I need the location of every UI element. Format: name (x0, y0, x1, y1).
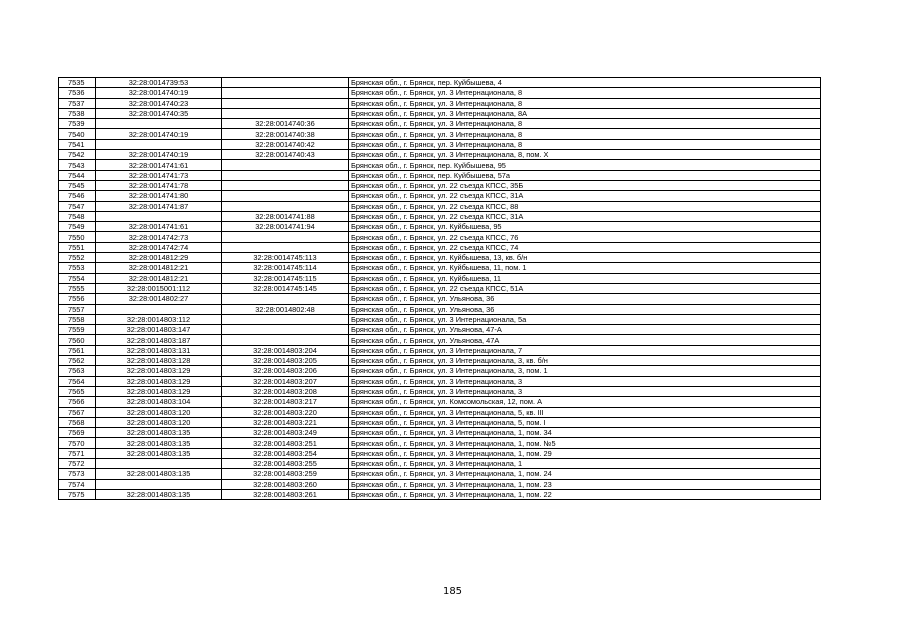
cadastral-number-cell: 32:28:0014741:73 (96, 170, 222, 180)
table-row (59, 489, 821, 499)
table-row (59, 397, 821, 407)
cadastral-number-cell: 32:28:0014740:19 (96, 129, 222, 139)
cadastral-number-cell: 32:28:0014803:135 (96, 448, 222, 458)
building-cadastral-number-cell (222, 232, 349, 242)
row-number-cell: 7545 (59, 180, 96, 190)
building-cadastral-number-cell: 32:28:0014740:36 (222, 119, 349, 129)
table-row (59, 78, 821, 88)
address-cell: Брянская обл., г. Брянск, ул. 22 съезда КПСС, 51А (349, 283, 821, 293)
row-number-cell: 7537 (59, 98, 96, 108)
cadastral-number-cell: 32:28:0014742:73 (96, 232, 222, 242)
address-cell: Брянская обл., г. Брянск, ул. 3 Интернационала, 8, пом. X (349, 150, 821, 160)
cadastral-number-cell: 32:28:0015001:112 (96, 283, 222, 293)
building-cadastral-number-cell (222, 170, 349, 180)
page-number: 185 (442, 586, 463, 597)
cadastral-number-cell (96, 211, 222, 221)
cadastral-table (58, 77, 821, 500)
table-row (59, 129, 821, 139)
building-cadastral-number-cell: 32:28:0014740:38 (222, 129, 349, 139)
cadastral-number-cell: 32:28:0014803:129 (96, 366, 222, 376)
table-row (59, 407, 821, 417)
address-cell: Брянская обл., г. Брянск, пер. Куйбышева, 4 (349, 78, 821, 88)
address-cell: Брянская обл., г. Брянск, ул. Ульянова, 47А (349, 335, 821, 345)
cadastral-number-cell (96, 479, 222, 489)
table-row (59, 273, 821, 283)
cadastral-number-cell: 32:28:0014803:112 (96, 314, 222, 324)
table-row (59, 345, 821, 355)
row-number-cell: 7551 (59, 242, 96, 252)
cadastral-number-cell: 32:28:0014812:21 (96, 263, 222, 273)
table-row (59, 356, 821, 366)
building-cadastral-number-cell (222, 160, 349, 170)
cadastral-number-cell: 32:28:0014803:128 (96, 356, 222, 366)
table-row (59, 376, 821, 386)
building-cadastral-number-cell: 32:28:0014803:255 (222, 458, 349, 468)
cadastral-number-cell: 32:28:0014803:131 (96, 345, 222, 355)
cadastral-number-cell: 32:28:0014803:135 (96, 489, 222, 499)
table-row (59, 139, 821, 149)
table-row (59, 88, 821, 98)
building-cadastral-number-cell (222, 325, 349, 335)
building-cadastral-number-cell: 32:28:0014803:205 (222, 356, 349, 366)
building-cadastral-number-cell (222, 78, 349, 88)
building-cadastral-number-cell: 32:28:0014803:249 (222, 428, 349, 438)
table-row (59, 253, 821, 263)
building-cadastral-number-cell: 32:28:0014803:221 (222, 417, 349, 427)
address-cell: Брянская обл., г. Брянск, ул. Куйбышева, 13, кв. б/н (349, 253, 821, 263)
cadastral-number-cell: 32:28:0014812:29 (96, 253, 222, 263)
row-number-cell: 7546 (59, 191, 96, 201)
row-number-cell: 7550 (59, 232, 96, 242)
building-cadastral-number-cell: 32:28:0014741:94 (222, 222, 349, 232)
cadastral-number-cell: 32:28:0014742:74 (96, 242, 222, 252)
table-row (59, 479, 821, 489)
table-row (59, 108, 821, 118)
row-number-cell: 7542 (59, 150, 96, 160)
row-number-cell: 7559 (59, 325, 96, 335)
address-cell: Брянская обл., г. Брянск, ул. 3 Интернационала, 3, кв. б/н (349, 356, 821, 366)
table-row (59, 211, 821, 221)
building-cadastral-number-cell: 32:28:0014803:217 (222, 397, 349, 407)
building-cadastral-number-cell: 32:28:0014741:88 (222, 211, 349, 221)
table-row (59, 283, 821, 293)
table-row (59, 335, 821, 345)
address-cell: Брянская обл., г. Брянск, ул. Комсомольская, 12, пом. А (349, 397, 821, 407)
building-cadastral-number-cell: 32:28:0014803:254 (222, 448, 349, 458)
address-cell: Брянская обл., г. Брянск, ул. 3 Интернационала, 1, пом. 23 (349, 479, 821, 489)
cadastral-number-cell: 32:28:0014803:135 (96, 438, 222, 448)
cadastral-number-cell: 32:28:0014741:61 (96, 222, 222, 232)
address-cell: Брянская обл., г. Брянск, ул. 3 Интернационала, 1 (349, 458, 821, 468)
table-row (59, 98, 821, 108)
building-cadastral-number-cell: 32:28:0014745:113 (222, 253, 349, 263)
row-number-cell: 7543 (59, 160, 96, 170)
row-number-cell: 7544 (59, 170, 96, 180)
row-number-cell: 7565 (59, 386, 96, 396)
address-cell: Брянская обл., г. Брянск, ул. 3 Интернационала, 1, пом. 24 (349, 469, 821, 479)
cadastral-number-cell (96, 139, 222, 149)
table-row (59, 170, 821, 180)
table-row (59, 366, 821, 376)
cadastral-number-cell (96, 119, 222, 129)
address-cell: Брянская обл., г. Брянск, ул. 3 Интернационала, 5, пом. I (349, 417, 821, 427)
building-cadastral-number-cell (222, 335, 349, 345)
building-cadastral-number-cell: 32:28:0014803:204 (222, 345, 349, 355)
address-cell: Брянская обл., г. Брянск, ул. 3 Интернационала, 8 (349, 119, 821, 129)
row-number-cell: 7554 (59, 273, 96, 283)
table-row (59, 232, 821, 242)
table-row (59, 325, 821, 335)
building-cadastral-number-cell (222, 108, 349, 118)
table-row (59, 469, 821, 479)
cadastral-number-cell: 32:28:0014803:129 (96, 376, 222, 386)
address-cell: Брянская обл., г. Брянск, ул. Ульянова, 36 (349, 294, 821, 304)
table-row (59, 428, 821, 438)
table-row (59, 314, 821, 324)
table-row (59, 119, 821, 129)
building-cadastral-number-cell (222, 314, 349, 324)
building-cadastral-number-cell (222, 294, 349, 304)
address-cell: Брянская обл., г. Брянск, ул. Ульянова, 36 (349, 304, 821, 314)
address-cell: Брянская обл., г. Брянск, ул. 3 Интернационала, 8 (349, 129, 821, 139)
building-cadastral-number-cell (222, 242, 349, 252)
building-cadastral-number-cell: 32:28:0014803:251 (222, 438, 349, 448)
row-number-cell: 7572 (59, 458, 96, 468)
row-number-cell: 7562 (59, 356, 96, 366)
building-cadastral-number-cell: 32:28:0014802:48 (222, 304, 349, 314)
cadastral-number-cell: 32:28:0014803:129 (96, 386, 222, 396)
row-number-cell: 7548 (59, 211, 96, 221)
row-number-cell: 7566 (59, 397, 96, 407)
cadastral-number-cell: 32:28:0014740:35 (96, 108, 222, 118)
cadastral-number-cell: 32:28:0014803:120 (96, 417, 222, 427)
building-cadastral-number-cell: 32:28:0014803:220 (222, 407, 349, 417)
address-cell: Брянская обл., г. Брянск, ул. 3 Интернационала, 8 (349, 88, 821, 98)
cadastral-number-cell: 32:28:0014803:135 (96, 428, 222, 438)
address-cell: Брянская обл., г. Брянск, ул. 3 Интернационала, 3 (349, 376, 821, 386)
table-row (59, 150, 821, 160)
row-number-cell: 7557 (59, 304, 96, 314)
address-cell: Брянская обл., г. Брянск, ул. 22 съезда КПСС, 35Б (349, 180, 821, 190)
row-number-cell: 7563 (59, 366, 96, 376)
row-number-cell: 7555 (59, 283, 96, 293)
table-row (59, 191, 821, 201)
cadastral-number-cell: 32:28:0014741:87 (96, 201, 222, 211)
address-cell: Брянская обл., г. Брянск, ул. 3 Интернационала, 8 (349, 139, 821, 149)
table-row (59, 438, 821, 448)
building-cadastral-number-cell: 32:28:0014745:115 (222, 273, 349, 283)
row-number-cell: 7547 (59, 201, 96, 211)
row-number-cell: 7538 (59, 108, 96, 118)
address-cell: Брянская обл., г. Брянск, ул. 22 съезда КПСС, 31А (349, 191, 821, 201)
address-cell: Брянская обл., г. Брянск, ул. 3 Интернационала, 8А (349, 108, 821, 118)
cadastral-number-cell: 32:28:0014803:187 (96, 335, 222, 345)
row-number-cell: 7553 (59, 263, 96, 273)
cadastral-number-cell (96, 458, 222, 468)
address-cell: Брянская обл., г. Брянск, пер. Куйбышева, 57а (349, 170, 821, 180)
address-cell: Брянская обл., г. Брянск, ул. Куйбышева, 95 (349, 222, 821, 232)
row-number-cell: 7541 (59, 139, 96, 149)
table-row (59, 201, 821, 211)
row-number-cell: 7535 (59, 78, 96, 88)
building-cadastral-number-cell: 32:28:0014803:206 (222, 366, 349, 376)
address-cell: Брянская обл., г. Брянск, пер. Куйбышева, 95 (349, 160, 821, 170)
row-number-cell: 7571 (59, 448, 96, 458)
building-cadastral-number-cell: 32:28:0014803:208 (222, 386, 349, 396)
cadastral-number-cell: 32:28:0014802:27 (96, 294, 222, 304)
address-cell: Брянская обл., г. Брянск, ул. 22 съезда КПСС, 31А (349, 211, 821, 221)
address-cell: Брянская обл., г. Брянск, ул. 22 съезда КПСС, 88 (349, 201, 821, 211)
cadastral-number-cell: 32:28:0014741:61 (96, 160, 222, 170)
cadastral-number-cell: 32:28:0014739:53 (96, 78, 222, 88)
address-cell: Брянская обл., г. Брянск, ул. 3 Интернационала, 1, пом. 29 (349, 448, 821, 458)
row-number-cell: 7573 (59, 469, 96, 479)
row-number-cell: 7567 (59, 407, 96, 417)
cadastral-number-cell: 32:28:0014803:120 (96, 407, 222, 417)
address-cell: Брянская обл., г. Брянск, ул. 3 Интернационала, 3, пом. 1 (349, 366, 821, 376)
address-cell: Брянская обл., г. Брянск, ул. 3 Интернационала, 1, пом. 34 (349, 428, 821, 438)
table-row (59, 160, 821, 170)
table-row (59, 417, 821, 427)
address-cell: Брянская обл., г. Брянск, ул. 3 Интернационала, 7 (349, 345, 821, 355)
row-number-cell: 7549 (59, 222, 96, 232)
row-number-cell: 7558 (59, 314, 96, 324)
cadastral-number-cell: 32:28:0014740:19 (96, 150, 222, 160)
cadastral-number-cell: 32:28:0014803:147 (96, 325, 222, 335)
row-number-cell: 7561 (59, 345, 96, 355)
building-cadastral-number-cell (222, 201, 349, 211)
table-row (59, 242, 821, 252)
row-number-cell: 7560 (59, 335, 96, 345)
table-row (59, 458, 821, 468)
address-cell: Брянская обл., г. Брянск, ул. 3 Интернационала, 5а (349, 314, 821, 324)
table-row (59, 386, 821, 396)
row-number-cell: 7569 (59, 428, 96, 438)
table-row (59, 294, 821, 304)
building-cadastral-number-cell: 32:28:0014740:42 (222, 139, 349, 149)
cadastral-number-cell: 32:28:0014803:104 (96, 397, 222, 407)
row-number-cell: 7564 (59, 376, 96, 386)
address-cell: Брянская обл., г. Брянск, ул. 3 Интернационала, 1, пом. 22 (349, 489, 821, 499)
address-cell: Брянская обл., г. Брянск, ул. 3 Интернационала, 3 (349, 386, 821, 396)
cadastral-number-cell: 32:28:0014740:19 (96, 88, 222, 98)
address-cell: Брянская обл., г. Брянск, ул. Куйбышева, 11, пом. 1 (349, 263, 821, 273)
row-number-cell: 7575 (59, 489, 96, 499)
cadastral-number-cell (96, 304, 222, 314)
address-cell: Брянская обл., г. Брянск, ул. Куйбышева, 11 (349, 273, 821, 283)
address-cell: Брянская обл., г. Брянск, ул. 3 Интернационала, 8 (349, 98, 821, 108)
building-cadastral-number-cell: 32:28:0014803:261 (222, 489, 349, 499)
building-cadastral-number-cell: 32:28:0014803:260 (222, 479, 349, 489)
address-cell: Брянская обл., г. Брянск, ул. 3 Интернационала, 1, пом. №5 (349, 438, 821, 448)
building-cadastral-number-cell (222, 88, 349, 98)
table-row (59, 180, 821, 190)
table-row (59, 448, 821, 458)
address-cell: Брянская обл., г. Брянск, ул. 3 Интернационала, 5, кв. III (349, 407, 821, 417)
building-cadastral-number-cell: 32:28:0014745:114 (222, 263, 349, 273)
address-cell: Брянская обл., г. Брянск, ул. 22 съезда КПСС, 74 (349, 242, 821, 252)
building-cadastral-number-cell (222, 191, 349, 201)
row-number-cell: 7539 (59, 119, 96, 129)
row-number-cell: 7570 (59, 438, 96, 448)
building-cadastral-number-cell: 32:28:0014803:259 (222, 469, 349, 479)
row-number-cell: 7568 (59, 417, 96, 427)
cadastral-number-cell: 32:28:0014740:23 (96, 98, 222, 108)
building-cadastral-number-cell: 32:28:0014745:145 (222, 283, 349, 293)
row-number-cell: 7556 (59, 294, 96, 304)
cadastral-number-cell: 32:28:0014741:78 (96, 180, 222, 190)
address-cell: Брянская обл., г. Брянск, ул. 22 съезда КПСС, 76 (349, 232, 821, 242)
cadastral-number-cell: 32:28:0014803:135 (96, 469, 222, 479)
row-number-cell: 7540 (59, 129, 96, 139)
cadastral-number-cell: 32:28:0014812:21 (96, 273, 222, 283)
table-row (59, 222, 821, 232)
building-cadastral-number-cell: 32:28:0014803:207 (222, 376, 349, 386)
row-number-cell: 7552 (59, 253, 96, 263)
table-body (59, 78, 821, 500)
table-row (59, 263, 821, 273)
table-row (59, 304, 821, 314)
row-number-cell: 7536 (59, 88, 96, 98)
building-cadastral-number-cell: 32:28:0014740:43 (222, 150, 349, 160)
building-cadastral-number-cell (222, 98, 349, 108)
cadastral-number-cell: 32:28:0014741:80 (96, 191, 222, 201)
row-number-cell: 7574 (59, 479, 96, 489)
building-cadastral-number-cell (222, 180, 349, 190)
address-cell: Брянская обл., г. Брянск, ул. Ульянова, 47-А (349, 325, 821, 335)
